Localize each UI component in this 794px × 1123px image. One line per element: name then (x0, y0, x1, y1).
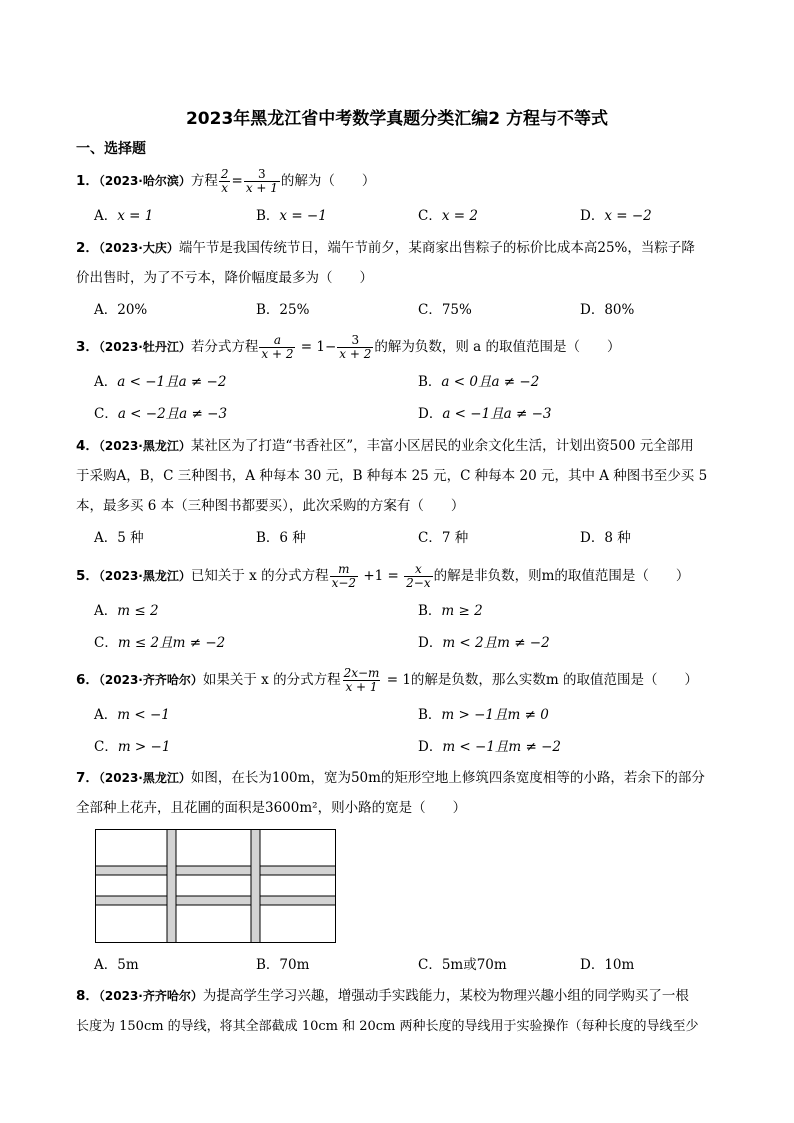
option-b: B．m ≥ 2 (418, 603, 483, 619)
option-d: D．a < −1且a ≠ −3 (418, 406, 552, 422)
question-8-line-2: 长度为 150cm 的导线，将其全部截成 10cm 和 20cm 两种长度的导线用于实验操作（每种长度的导线至少 (76, 1019, 699, 1034)
question-text: 端午节是我国传统节日，端午节前夕，某商家出售粽子的标价比成本高25%，当粽子降 (178, 240, 695, 256)
question-4 (76, 435, 694, 457)
question-7 (76, 767, 705, 789)
option-c: C．a < −2且a ≠ −3 (94, 406, 228, 422)
option-d: D．8 种 (580, 530, 631, 546)
question-number: 8． (76, 988, 99, 1004)
fraction: $\frac{m}{x-2}$ (331, 562, 357, 590)
option-d: D．m < −1且m ≠ −2 (418, 739, 562, 755)
question-4-line-2: 于采购A，B，C 三种图书，A 种每本 30 元，B 种每本 25 元，C 种每本 20 元，其中 A 种图书至少买 5 (76, 468, 708, 484)
question-source: （2023·牡丹江） (98, 340, 191, 354)
option-b: B．m > −1且m ≠ 0 (418, 707, 549, 723)
fraction: $\frac{x}{2-x}$ (406, 562, 431, 590)
option-c: C．m > −1 (94, 739, 171, 755)
question-text: 的解是非负数，则m的取值范围是（ ） (433, 568, 690, 584)
question-source: （2023·大庆） (98, 241, 179, 255)
question-source: （2023·黑龙江） (98, 439, 191, 453)
question-text: 的解为负数，则 a 的取值范围是（ ） (374, 339, 621, 355)
question-source: （2023·黑龙江） (98, 771, 191, 785)
question-text: 某社区为了打造“书香社区”，丰富小区居民的业余文化生活，计划出资500 元全部用 (190, 438, 694, 454)
option-b: B．x = −1 (256, 208, 327, 224)
option-d: D．m < 2且m ≠ −2 (418, 635, 550, 651)
question-source: （2023·哈尔滨） (98, 174, 191, 188)
question-3: 3．（2023·牡丹江）若分式方程 $\frac{a}{x + 2}$ = 1− $\frac{3}{x + 2}$ 的解为负数，则 a 的取值范围是（ ） (76, 333, 621, 361)
option-a: A．m < −1 (94, 707, 170, 723)
question-text: 的解为（ ） (280, 173, 376, 189)
question-number: 5． (76, 568, 99, 584)
vertical-path-2 (251, 830, 260, 943)
question-5: 5．（2023·黑龙江）已知关于 x 的分式方程 $\frac{m}{x-2}$ +1 = $\frac{x}{2-x}$ 的解是非负数，则m的取值范围是（ ） (76, 562, 690, 590)
page-title: 2023年黑龙江省中考数学真题分类汇编2 方程与不等式 (185, 109, 609, 129)
option-c: C．7 种 (418, 530, 469, 546)
question-6: 6．（2023·齐齐哈尔）如果关于 x 的分式方程 $\frac{2x-m}{x + 1}$ = 1的解是负数，那么实数m 的取值范围是（ ） (76, 666, 698, 694)
option-c: C．75% (418, 302, 472, 318)
question-8 (76, 985, 689, 1007)
question-source: （2023·齐齐哈尔） (98, 673, 203, 687)
vertical-path-1 (167, 830, 176, 943)
question-7-line-2: 全部种上花卉，且花圃的面积是3600m²，则小路的宽是（ ） (76, 800, 467, 816)
question-text: 已知关于 x 的分式方程 (190, 568, 329, 584)
question-4-line-3: 本，最多买 6 本（三种图书都要买），此次采购的方案有（ ） (76, 498, 465, 514)
option-a: A．5m (94, 957, 139, 973)
option-a: A．5 种 (94, 530, 144, 546)
option-b: B．a < 0且a ≠ −2 (418, 374, 540, 390)
question-number: 2． (76, 240, 99, 256)
horizontal-path-1 (96, 866, 336, 875)
option-c: C．m ≤ 2且m ≠ −2 (94, 635, 226, 651)
option-b: B．25% (256, 302, 310, 318)
question-number: 3． (76, 339, 99, 355)
option-a: A．m ≤ 2 (94, 603, 159, 619)
option-d: D．80% (580, 302, 635, 318)
question-text: 为提高学生学习兴趣，增强动手实践能力，某校为物理兴趣小组的同学购买了一根 (202, 988, 689, 1004)
option-a: A．a < −1且a ≠ −2 (94, 374, 227, 390)
question-number: 4． (76, 438, 99, 454)
option-d: D．x = −2 (580, 208, 652, 224)
question-text: 若分式方程 (190, 339, 259, 355)
option-a: A．20% (94, 302, 148, 318)
fraction: $\frac{3}{x + 1}$ (245, 167, 278, 195)
garden-path-figure (95, 829, 336, 943)
option-d: D．10m (580, 957, 635, 973)
question-text: 方程 (190, 173, 218, 189)
fraction: $\frac{3}{x + 2}$ (339, 333, 372, 361)
option-a: A．x = 1 (94, 208, 154, 224)
question-text: 如果关于 x 的分式方程 (202, 672, 341, 688)
option-c: C．x = 2 (418, 208, 478, 224)
horizontal-path-2 (96, 896, 336, 905)
question-source: （2023·黑龙江） (98, 569, 191, 583)
garden-outline (96, 830, 336, 943)
option-b: B．6 种 (256, 530, 306, 546)
question-text: 如图，在长为100m，宽为50m的矩形空地上修筑四条宽度相等的小路，若余下的部分 (190, 770, 705, 786)
option-b: B．70m (256, 957, 310, 973)
fraction: $\frac{2}{x}$ (220, 167, 229, 195)
question-number: 1． (76, 173, 99, 189)
question-2 (76, 237, 695, 259)
question-text: 的解是负数，那么实数m 的取值范围是（ ） (410, 672, 698, 688)
question-number: 7． (76, 770, 99, 786)
question-source: （2023·齐齐哈尔） (98, 989, 203, 1003)
question-1: 1．（2023·哈尔滨）方程 $\frac{2}{x}$ = $\frac{3}{x + 1}$ 的解为（ ） (76, 167, 376, 195)
fraction: $\frac{a}{x + 2}$ (261, 333, 294, 361)
option-c: C．5m或70m (418, 957, 507, 973)
question-number: 6． (76, 672, 99, 688)
section-heading: 一、选择题 (76, 141, 146, 157)
fraction: $\frac{2x-m}{x + 1}$ (343, 666, 380, 694)
question-2-line-2: 价出售时，为了不亏本，降价幅度最多为（ ） (76, 270, 373, 286)
